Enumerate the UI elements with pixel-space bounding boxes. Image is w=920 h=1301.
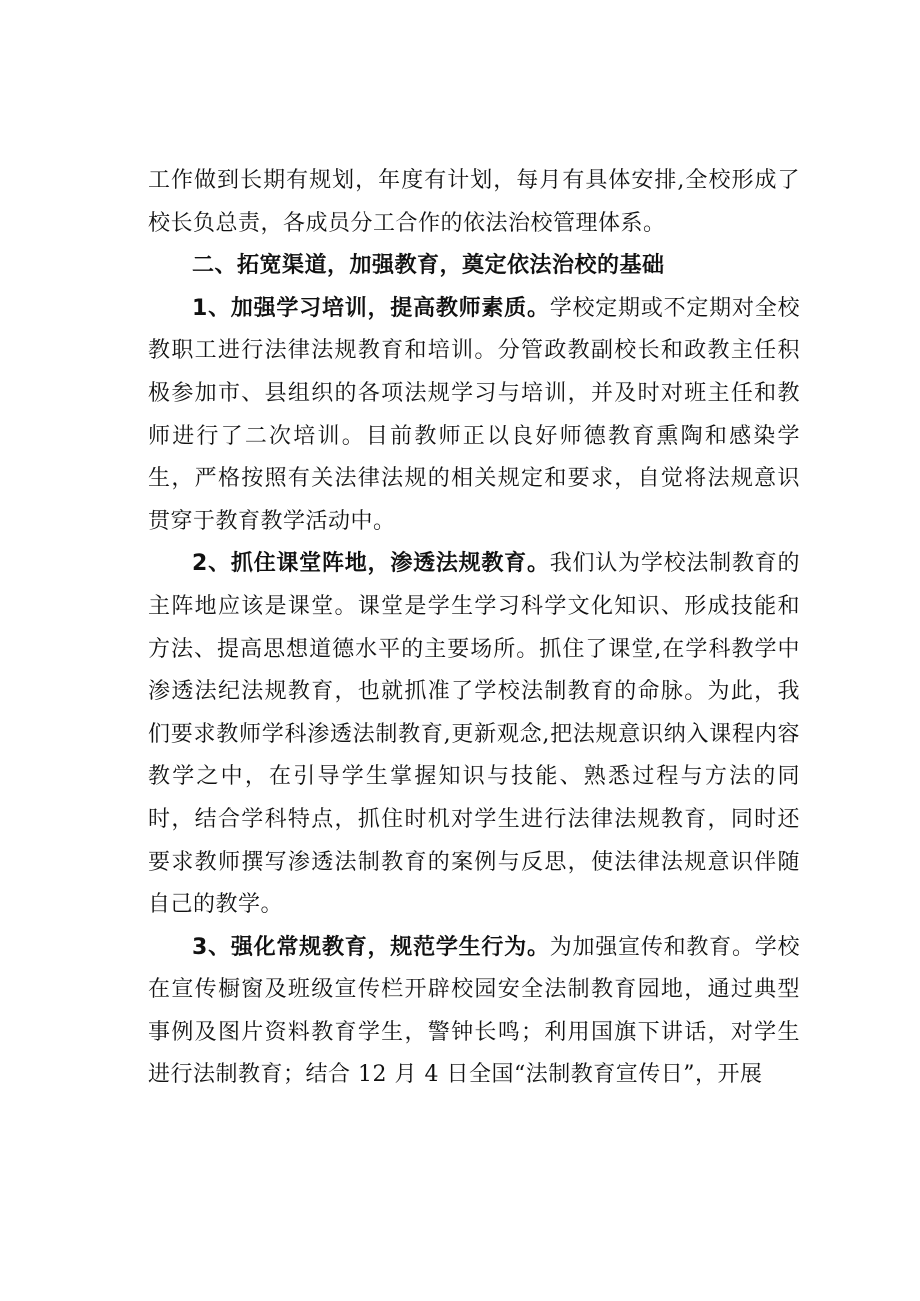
paragraph-2-body: 我们认为学校法制教育的主阵地应该是课堂。课堂是学生学习科学文化知识、形成技能和方法、提高思想道德水平的主要场所。抓住了课堂,在学科教学中渗透法纪法规教育，也就抓准了学校法制教育的命脉。为此，我们要求教师学科渗透法制教育,更新观念,把法规意识纳入课程内容教学之中，在引导学生掌握知识与技能、熟悉过程与方法的同时，结合学科特点，抓住时机对学生进行法律法规教育，同时还要求教师撰写渗透法制教育的案例与反思，使法律法规意识伴随自己的教学。 [148,551,800,918]
paragraph-2 [148,543,800,926]
paragraph-3-body: 为加强宣传和教育。学校在宣传橱窗及班级宣传栏开辟校园安全法制教育园地，通过典型事例及图片资料教育学生，警钟长鸣；利用国旗下讲话，对学生进行法制教育；结合 12 月 4 日全国“法制教育宣传日”，开展 [148,934,800,1088]
paragraph-continuation: 工作做到长期有规划，年度有计划，每月有具体安排,全校形成了校长负总责，各成员分工合作的依法治校管理体系。 [148,168,800,236]
section-heading: 二、拓宽渠道，加强教育，奠定依法治校的基础 [192,253,665,279]
paragraph-1 [148,288,800,544]
paragraph-2-lead: 2、抓住课堂阵地，渗透法规教育。 [192,551,550,577]
document-body [148,160,800,1097]
paragraph-1-body: 学校定期或不定期对全校教职工进行法律法规教育和培训。分管政教副校长和政教主任积极参加市、县组织的各项法规学习与培训，并及时对班主任和教师进行了二次培训。目前教师正以良好师德教育熏陶和感染学生，严格按照有关法律法规的相关规定和要求，自觉将法规意识贯穿于教育教学活动中。 [148,295,800,534]
paragraph-3-lead: 3、强化常规教育，规范学生行为。 [192,934,550,960]
paragraph-1-lead: 1、加强学习培训，提高教师素质。 [192,295,550,321]
paragraph-3 [148,927,800,1097]
